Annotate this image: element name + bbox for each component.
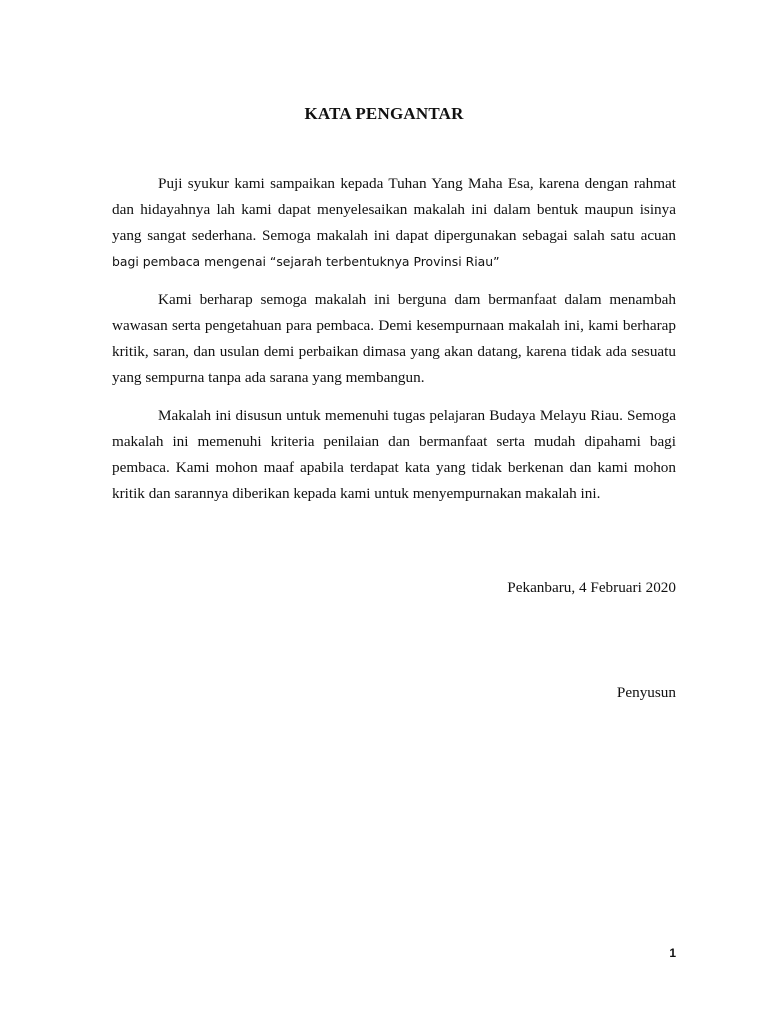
document-body [112, 171, 676, 519]
author-signature: Penyusun [616, 684, 676, 701]
paragraph-1-text: Puji syukur kami sampaikan kepada Tuhan Yang Maha Esa, karena dengan rahmat dan hidayahnya lah kami dapat menyelesaikan makalah ini dalam bentuk maupun isinya yang sangat sederhana. Semoga makalah ini dapat dipergunakan sebagai salah satu acuan [112, 175, 676, 244]
place-date: Pekanbaru, 4 Februari 2020 [507, 579, 676, 596]
paragraph-2: Kami berharap semoga makalah ini berguna dam bermanfaat dalam menambah wawasan serta pengetahuan para pembaca. Demi kesempurnaan makalah ini, kami berharap kritik, saran, dan usulan demi perbaikan dimasa yang akan datang, karena tidak ada sesuatu yang sempurna tanpa ada sarana yang membangun. [112, 291, 676, 386]
paragraph-1 [112, 171, 676, 275]
paragraph-1-tail: bagi pembaca mengenai “sejarah terbentuknya Provinsi Riau” [112, 254, 500, 269]
page-title: KATA PENGANTAR [304, 104, 464, 123]
page-number: 1 [669, 946, 676, 960]
paragraph-3: Makalah ini disusun untuk memenuhi tugas pelajaran Budaya Melayu Riau. Semoga makalah ini memenuhi kriteria penilaian dan bermanfaat serta mudah dipahami bagi pembaca. Kami mohon maaf apabila terdapat kata yang tidak berkenan dan kami mohon kritik dan sarannya diberikan kepada kami untuk menyempurnakan makalah ini. [112, 407, 676, 502]
